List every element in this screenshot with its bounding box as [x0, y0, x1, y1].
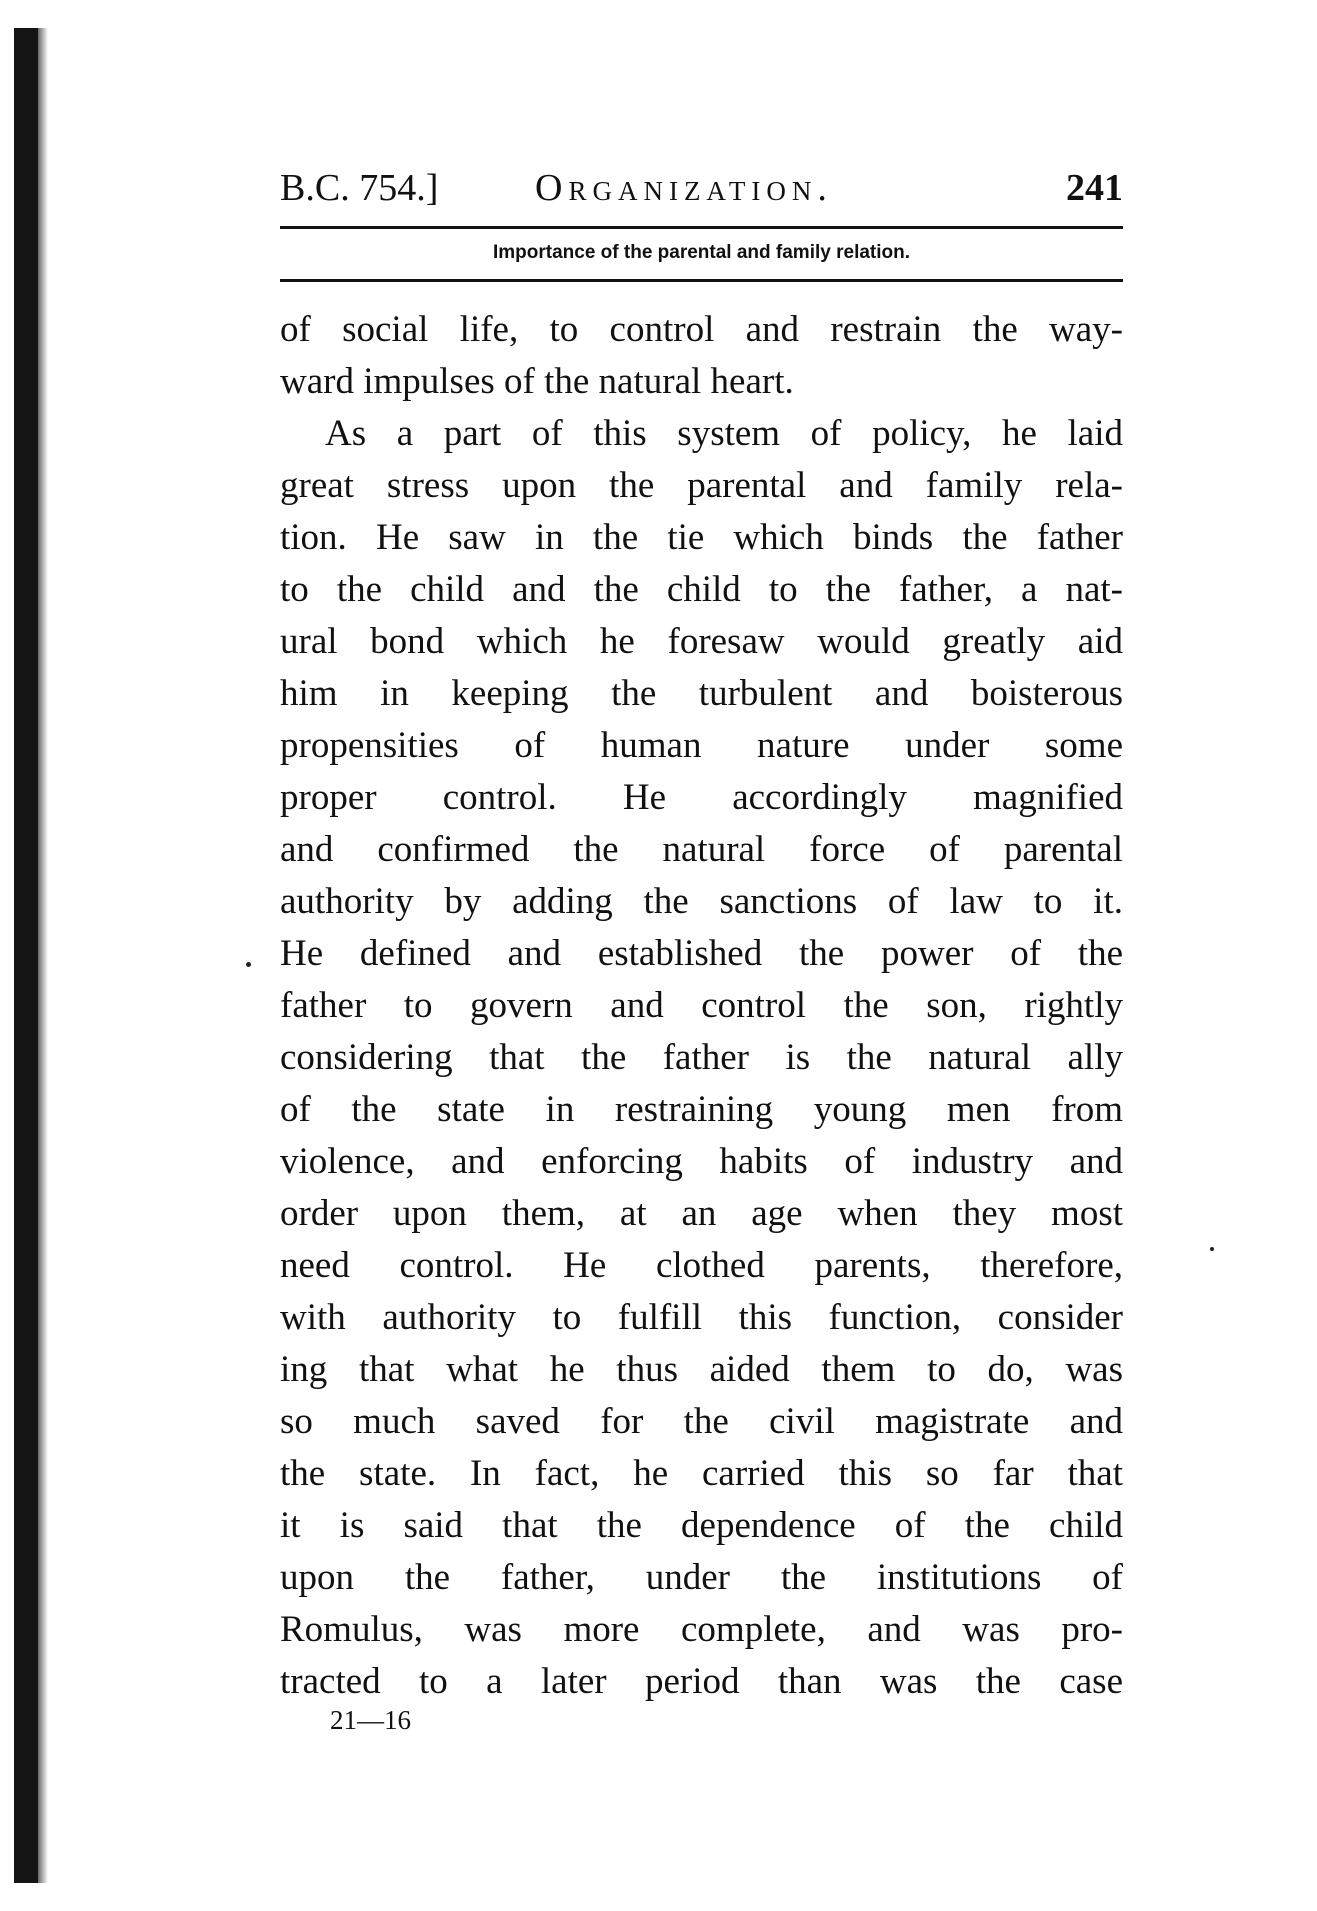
- text-line: with authority to fulfill this function, consider: [280, 1297, 1123, 1338]
- text-line: of the state in restraining young men from: [280, 1089, 1123, 1130]
- text-line: of social life, to control and restrain the way-: [280, 309, 1123, 350]
- text-line: tion. He saw in the tie which binds the father: [280, 517, 1123, 558]
- section-subheading: Importance of the parental and family relation.: [492, 242, 911, 263]
- body-text: [280, 304, 1123, 1708]
- text-line: ward impulses of the natural heart.: [280, 361, 794, 402]
- text-line: ing that what he thus aided them to do, was: [280, 1349, 1123, 1390]
- text-line: to the child and the child to the father, a nat-: [280, 569, 1123, 610]
- text-line: proper control. He accordingly magnified: [280, 777, 1123, 818]
- paragraph-start-line: As a part of this system of policy, he laid: [325, 413, 1123, 454]
- text-line: it is said that the dependence of the child: [280, 1505, 1123, 1546]
- text-line: tracted to a later period than was the case: [280, 1661, 1123, 1702]
- running-head-date: B.C. 754.]: [280, 167, 439, 209]
- signature-mark: 21—16: [330, 1705, 411, 1735]
- text-line: him in keeping the turbulent and boisterous: [280, 673, 1123, 714]
- text-line: authority by adding the sanctions of law to it.: [280, 881, 1123, 922]
- text-line: He defined and established the power of the: [280, 933, 1123, 974]
- header-rule-bottom: [280, 279, 1123, 282]
- text-line: great stress upon the parental and family rela-: [280, 465, 1123, 506]
- text-line: upon the father, under the institutions of: [280, 1557, 1123, 1598]
- text-line: so much saved for the civil magistrate and: [280, 1401, 1123, 1442]
- text-line: violence, and enforcing habits of industry and: [280, 1141, 1123, 1182]
- text-line: father to govern and control the son, rightly: [280, 985, 1123, 1026]
- header-rule-top: [280, 226, 1123, 229]
- text-line: Romulus, was more complete, and was pro-: [280, 1609, 1123, 1650]
- text-line: considering that the father is the natural ally: [280, 1037, 1123, 1078]
- ink-speck: [246, 962, 251, 967]
- page-number: 241: [1066, 167, 1123, 209]
- text-line: the state. In fact, he carried this so far that: [280, 1453, 1123, 1494]
- text-line: order upon them, at an age when they most: [280, 1193, 1123, 1234]
- text-line: and confirmed the natural force of parental: [280, 829, 1123, 870]
- text-line: need control. He clothed parents, therefore,: [280, 1245, 1123, 1286]
- text-line: ural bond which he foresaw would greatly aid: [280, 621, 1123, 662]
- ink-speck: [1210, 1247, 1214, 1251]
- running-head: [280, 160, 1123, 216]
- text-line: propensities of human nature under some: [280, 725, 1123, 766]
- running-head-title: Organization.: [535, 167, 833, 209]
